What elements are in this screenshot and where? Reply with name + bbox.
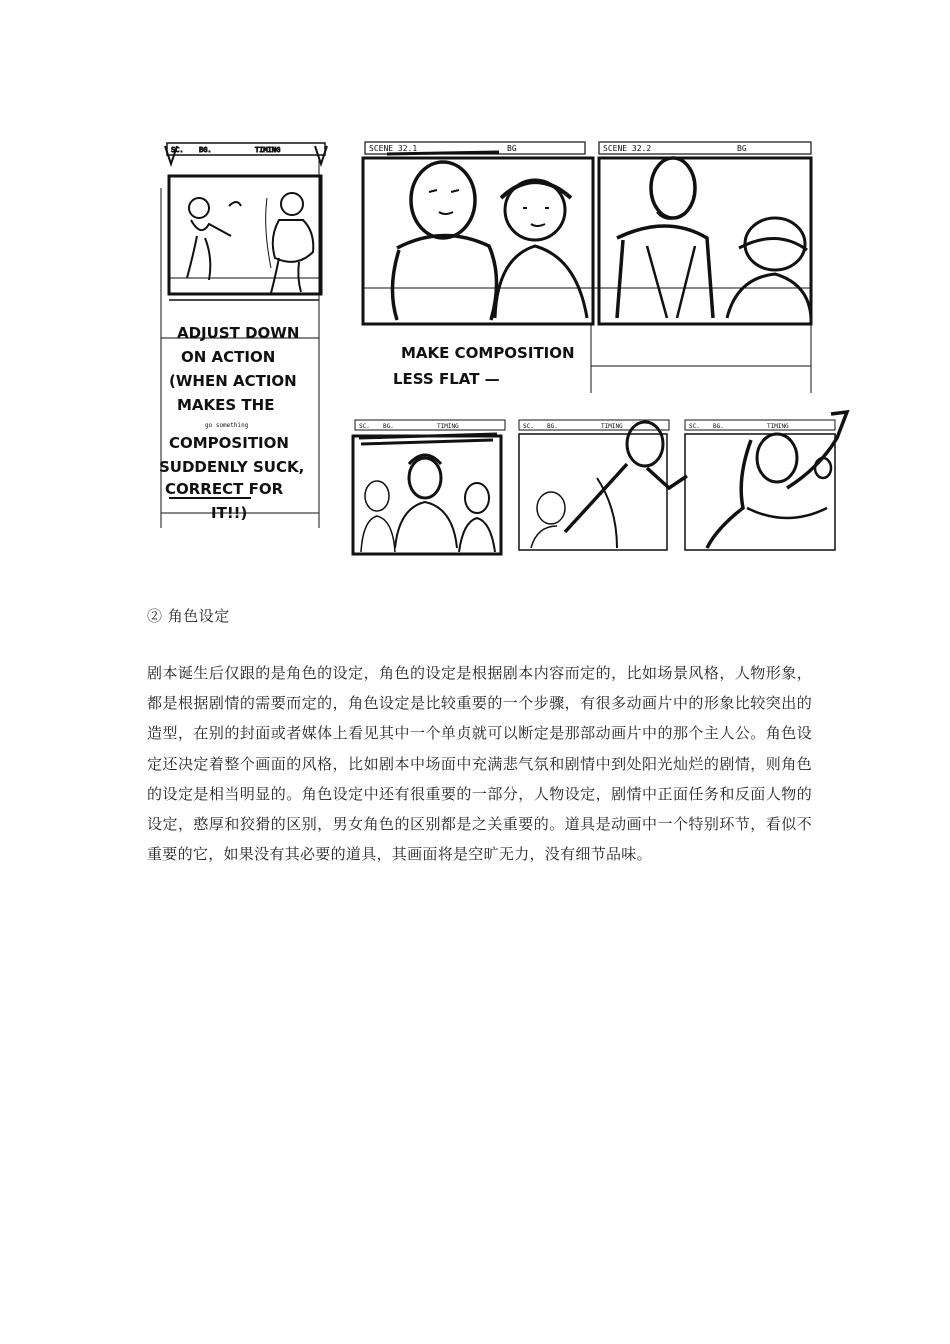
scene-bg-label-1: BG — [507, 144, 517, 153]
bottom-storyboard-panels — [353, 412, 847, 554]
note-left-line-1: ADJUST DOWN — [177, 324, 300, 342]
note-left-line-6: COMPOSITION — [169, 434, 289, 452]
header-bg-b2: BG. — [547, 423, 558, 430]
header-timing-b3: TIMING — [767, 423, 789, 430]
storyboard-figure — [147, 128, 872, 568]
header-sc-b1: SC. — [359, 423, 370, 430]
note-left-line-4: MAKES THE — [177, 396, 275, 414]
note-left-line-5: go something — [205, 422, 249, 429]
left-note — [159, 324, 304, 522]
note-left-line-3: (WHEN ACTION — [169, 372, 297, 390]
center-note — [393, 344, 575, 388]
storyboard-sketch — [147, 128, 872, 568]
header-sc-b3: SC. — [689, 423, 700, 430]
header-timing-b2: TIMING — [601, 423, 623, 430]
note-center-line-2: LESS FLAT — — [393, 370, 500, 388]
note-left-line-9: IT!!) — [211, 504, 248, 522]
scene-label-1: SCENE 32.1 — [369, 144, 418, 153]
scene-label-2: SCENE 32.2 — [603, 144, 652, 153]
bottom-panel-3 — [685, 434, 835, 550]
scene-bg-label-2: BG — [737, 144, 747, 153]
section-paragraph: 剧本诞生后仅跟的是角色的设定，角色的设定是根据剧本内容而定的，比如场景风格，人物形象，都是根据剧情的需要而定的，角色设定是比较重要的一个步骤，有很多动画片中的形象比较突出的造型，在别的封面或者媒体上看见其中一个单贞就可以断定是那部动画片中的那个主人公。角色设定还决定着整个画面的风格，比如剧本中场面中充满悲气氛和剧情中到处阳光灿烂的剧情，则角色的设定是相当明显的。角色设定中还有很重要的一部分，人物设定，剧情中正面任务和反面人物的设定，憨厚和狡猾的区别，男女角色的区别都是之关重要的。道具是动画中一个特别环节，看似不重要的它，如果没有其必要的道具，其画面将是空旷无力，没有细节品味。 — [147, 664, 812, 864]
panel-scene-32-2 — [599, 158, 811, 324]
header-sc: SC. — [171, 146, 184, 154]
note-left-line-2: ON ACTION — [181, 348, 276, 366]
header-timing: TIMING — [255, 146, 281, 154]
header-sc-b2: SC. — [523, 423, 534, 430]
header-bg-b3: BG. — [713, 423, 724, 430]
header-timing-b1: TIMING — [437, 423, 459, 430]
note-center-line-1: MAKE COMPOSITION — [401, 344, 575, 362]
header-bg: BG. — [199, 146, 212, 154]
note-left-line-7: SUDDENLY SUCK, — [159, 458, 305, 476]
note-left-line-8: CORRECT FOR — [165, 480, 284, 498]
section-heading: ② 角色设定 — [147, 607, 230, 625]
bottom-panel-2 — [519, 434, 667, 550]
header-bg-b1: BG. — [383, 423, 394, 430]
